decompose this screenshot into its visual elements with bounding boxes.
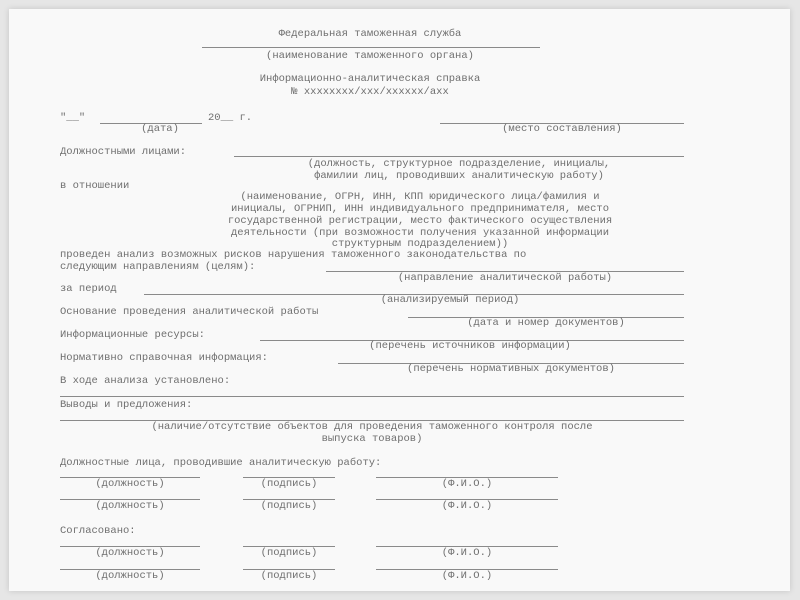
conclusions-label: Выводы и предложения:	[60, 399, 193, 411]
officials-caption-2: фамилии лиц, проводивших аналитическую работу)	[314, 170, 604, 182]
normative-label: Нормативно справочная информация:	[60, 352, 268, 364]
officials-caption-1: (должность, структурное подразделение, инициалы,	[307, 158, 611, 170]
position-caption-1: (должность)	[95, 478, 165, 490]
officials-label: Должностными лицами:	[60, 146, 187, 158]
direction-caption: (направление аналитической работы)	[397, 272, 613, 284]
performers-label: Должностные лица, проводившие аналитическую работу:	[60, 457, 382, 469]
date-year: 20__ г.	[208, 112, 253, 124]
date-day: "__"	[60, 112, 86, 124]
period-caption: (анализируемый период)	[380, 294, 520, 306]
basis-label: Основание проведения аналитической работы	[60, 306, 319, 318]
subject-caption-5: структурным подразделением))	[331, 238, 509, 250]
fio-caption-4: (Ф.И.О.)	[441, 570, 493, 582]
subject-caption-3: государственной регистрации, место фактического осуществления	[227, 215, 613, 227]
officials-line	[234, 156, 684, 157]
normative-caption: (перечень нормативных документов)	[407, 363, 615, 375]
signature-caption-4: (подпись)	[260, 570, 318, 582]
signature-caption-2: (подпись)	[260, 500, 318, 512]
agency-name: Федеральная таможенная служба	[278, 28, 462, 40]
period-label: за период	[60, 283, 117, 295]
signature-caption-3: (подпись)	[260, 547, 318, 559]
place-caption: (место составления)	[502, 123, 622, 135]
findings-label: В ходе анализа установлено:	[60, 375, 231, 387]
fio-caption-2: (Ф.И.О.)	[441, 500, 493, 512]
conclusions-caption-1: (наличие/отсутствие объектов для проведения таможенного контроля после	[151, 421, 593, 433]
subject-caption-2: инициалы, ОГРНИП, ИНН индивидуального предпринимателя, место	[230, 203, 610, 215]
resources-label: Информационные ресурсы:	[60, 329, 205, 341]
customs-body-caption: (наименование таможенного органа)	[266, 50, 474, 62]
subject-caption-1: (наименование, ОГРН, ИНН, КПП юридического лица/фамилия и	[240, 191, 600, 203]
customs-body-line	[202, 47, 540, 48]
fio-caption-1: (Ф.И.О.)	[441, 478, 493, 490]
fio-caption-3: (Ф.И.О.)	[441, 547, 493, 559]
document-number: № хххххххх/ххх/хххххх/ахх	[291, 86, 449, 98]
agreed-label: Согласовано:	[60, 525, 136, 537]
signature-caption-1: (подпись)	[260, 478, 318, 490]
position-caption-3: (должность)	[95, 547, 165, 559]
subject-caption-4: деятельности (при возможности получения указанной информации	[230, 227, 610, 239]
date-caption: (дата)	[141, 123, 179, 135]
basis-caption: (дата и номер документов)	[467, 317, 625, 329]
analysis-intro-1: проведен анализ возможных рисков нарушения таможенного законодательства по	[60, 249, 527, 261]
document-title: Информационно-аналитическая справка	[259, 73, 481, 85]
analysis-intro-2: следующим направлениям (целям):	[60, 261, 256, 273]
conclusions-caption-2: выпуска товаров)	[321, 433, 423, 445]
resources-caption: (перечень источников информации)	[369, 340, 571, 352]
subject-label: в отношении	[60, 180, 130, 192]
position-caption-4: (должность)	[95, 570, 165, 582]
position-caption-2: (должность)	[95, 500, 165, 512]
findings-line	[60, 396, 684, 397]
